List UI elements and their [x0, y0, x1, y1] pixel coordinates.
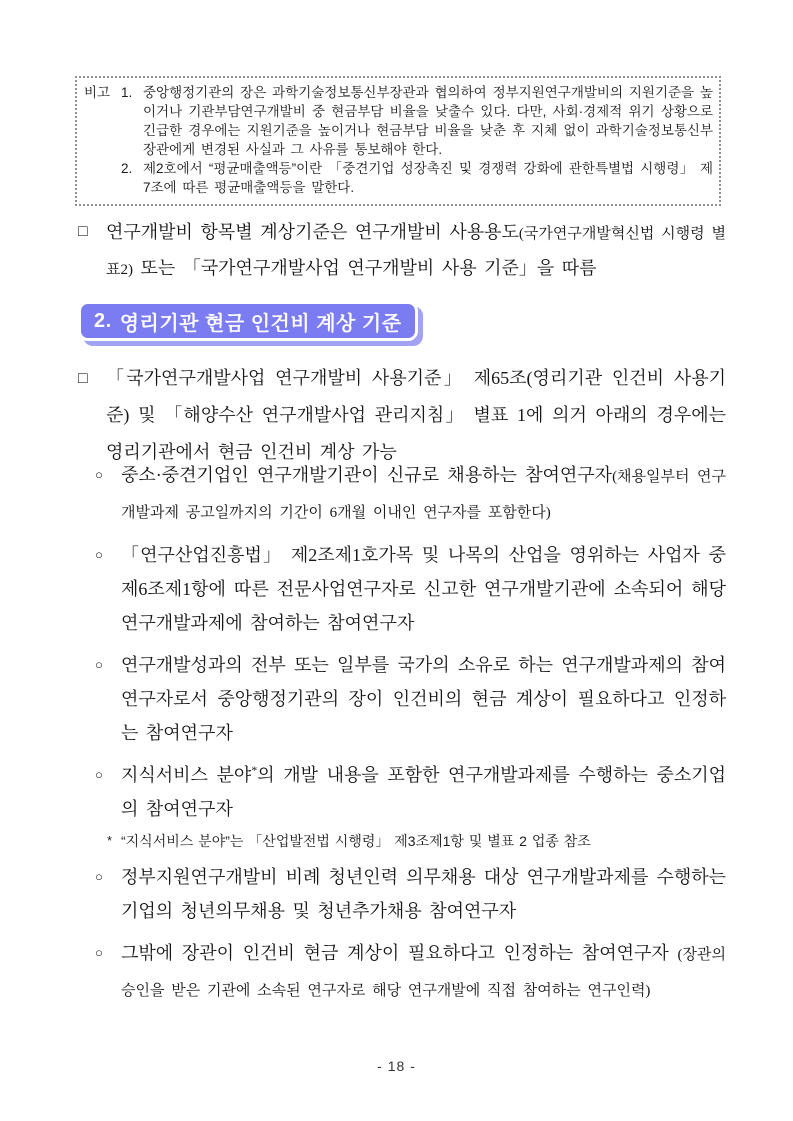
list-item-main: 그밖에 장관이 인건비 현금 계상이 필요하다고 인정하는 참여연구자 [121, 943, 669, 963]
notice-item [121, 159, 713, 197]
notice-item [121, 83, 713, 159]
notice-items [121, 83, 713, 197]
list-item [95, 758, 726, 852]
list-item-text [121, 458, 726, 530]
list-item [95, 936, 726, 1008]
list-item-text: 「연구산업진흥법」 제2조제1호가목 및 나목의 산업을 영위하는 사업자 중 제6조제1항에 따른 전문사업연구자로 신고한 연구개발기관에 소속되어 해당 연구개발과제에 참여하는 참여연구자 [121, 545, 726, 633]
asterisk-reference-mark: * [251, 763, 258, 777]
notice-box [75, 76, 721, 206]
section-header [78, 301, 418, 341]
notice-item-number: 2. [121, 161, 133, 176]
bullet-list [95, 458, 726, 1016]
list-item-text: 연구개발성과의 전부 또는 일부를 국가의 소유로 하는 연구개발과제의 참여연구자로서 중앙행정기관의 장이 인건비의 현금 계상이 필요하다고 인정하는 참여연구자 [121, 655, 726, 743]
list-item-main: 지식서비스 분야 [121, 765, 252, 785]
costing-standard-paragraph [78, 215, 726, 287]
section-number: 2. [94, 309, 112, 332]
list-item-main: 중소·중견기업인 연구개발기관이 신규로 채용하는 참여연구자 [121, 465, 613, 485]
paragraph-text: 「국가연구개발사업 연구개발비 사용기준」 제65조(영리기관 인건비 사용기준) 및 「해양수산 연구개발사업 관리지침」 별표 1에 의거 아래의 경우에는 영리기관에서 현금 인건비 계상 가능 [106, 368, 726, 462]
circle-bullet-icon: ○ [95, 869, 103, 884]
list-item-text: 정부지원연구개발비 비례 청년인력 의무채용 대상 연구개발과제를 수행하는 기업의 청년의무채용 및 청년추가채용 참여연구자 [121, 867, 726, 921]
paragraph-text-tail: 또는 「국가연구개발사업 연구개발비 사용 기준」을 따름 [133, 258, 597, 278]
section-title: 영리기관 현금 인건비 계상 기준 [119, 312, 402, 335]
list-item-note: (채용일부터 연구개발과제 공고일까지의 기간이 6개월 이내인 연구자를 포함한다) [121, 469, 726, 521]
footnote-text: “지식서비스 분야”는 「산업발전법 시행령」 제3조제1항 및 별표 2 업종 참조 [121, 833, 591, 849]
notice-label: 비고 [84, 85, 111, 100]
legal-basis-paragraph [78, 360, 726, 471]
asterisk-footnote-marker: * [107, 833, 113, 848]
checkbox-marker-icon: □ [78, 223, 88, 240]
list-item-text [107, 758, 727, 852]
list-item [95, 538, 726, 640]
notice-item-text: 제2호에서 “평균매출액등”이란 「중견기업 성장촉진 및 경쟁력 강화에 관한특별법 시행령」 제7조에 따른 평균매출액등을 말한다. [143, 161, 713, 195]
list-item-note: (장관의 승인을 받은 기관에 소속된 연구자로 해당 연구개발에 직접 참여하는 연구인력) [121, 947, 726, 999]
list-item [95, 458, 726, 530]
circle-bullet-icon: ○ [95, 467, 103, 482]
circle-bullet-icon: ○ [95, 657, 103, 672]
paragraph-text-main: 연구개발비 항목별 계상기준은 연구개발비 사용용도 [106, 222, 519, 242]
circle-bullet-icon: ○ [95, 547, 103, 562]
page-number: - 18 - [377, 1058, 416, 1074]
list-item-text [121, 936, 726, 1008]
checkbox-marker-icon: □ [78, 370, 88, 387]
list-item-main: 의 개발 내용을 포함한 연구개발과제를 수행하는 중소기업의 참여연구자 [121, 765, 727, 819]
circle-bullet-icon: ○ [95, 767, 103, 782]
footnote [107, 830, 726, 852]
notice-item-number: 1. [121, 85, 133, 100]
circle-bullet-icon: ○ [95, 945, 103, 960]
notice-item-text: 중앙행정기관의 장은 과학기술정보통신부장관과 협의하여 정부지원연구개발비의 지원기준을 높이거나 기관부담연구개발비 중 현금부담 비율을 낮출수 있다. 다만, 사회·경제적 위기 상황으로 긴급한 경우에는 지원기준을 높이거나 현금부담 비율을 낮춘 후 지체 없이 과학기술정보통신부장관에게 변경된 사실과 그 사유를 통보해야 한다. [143, 85, 713, 157]
notice-content [84, 83, 713, 197]
paragraph-text-small: (국가연구개발혁신법 시행령 별표2) [106, 226, 726, 278]
paragraph-text [106, 215, 726, 287]
list-item [95, 860, 726, 928]
list-item [95, 648, 726, 750]
